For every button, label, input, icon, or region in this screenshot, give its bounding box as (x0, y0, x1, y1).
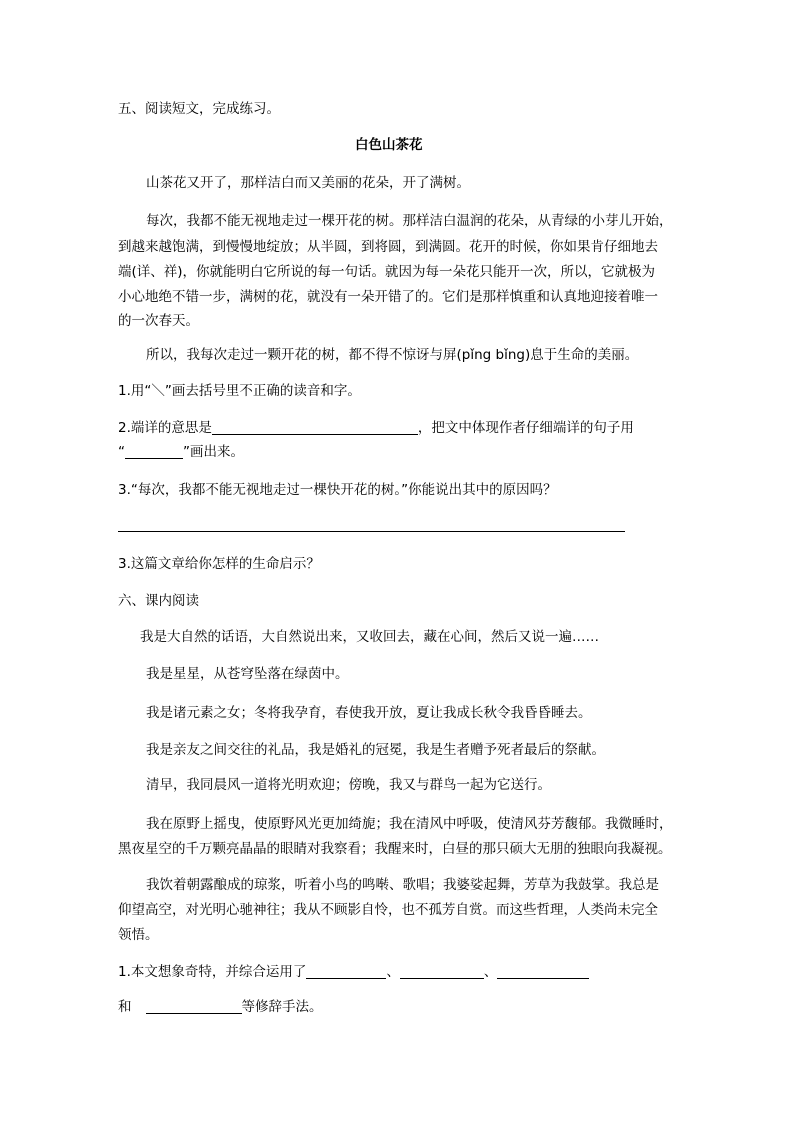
question-4: 3.这篇文章给你怎样的生命启示？ (118, 556, 320, 572)
answer-blank[interactable] (497, 964, 589, 979)
paragraph-line: 的一次春天。 (118, 313, 199, 329)
paragraph-line: 所以，我每次走过一颗开花的树，都不得不惊讶与屏(pǐng bǐng)息于生命的美丽。 (146, 347, 639, 363)
paragraph-line: 到越来越饱满，到慢慢地绽放；从半圆，到将圆，到满圆。花开的时候，你如果肯仔细地去 (118, 239, 658, 255)
answer-blank[interactable] (146, 999, 242, 1014)
paragraph-line: 我饮着朝露酿成的琼浆，听着小鸟的鸣啭、歌唱；我婆娑起舞，芳草为我鼓掌。我总是 (146, 877, 659, 893)
question-2 (118, 419, 634, 437)
section-5-heading: 五、阅读短文，完成练习。 (118, 101, 280, 117)
passage-title: 白色山茶花 (355, 137, 423, 153)
question-2-text-c: ”画出来。 (183, 444, 244, 460)
paragraph-line: 领悟。 (118, 927, 159, 943)
section-6-question-1 (118, 963, 589, 981)
separator: 、 (386, 964, 400, 980)
answer-blank[interactable] (306, 964, 386, 979)
answer-blank[interactable] (212, 420, 418, 435)
question-text-a: 1.本文想象奇特，并综合运用了 (118, 964, 307, 980)
answer-blank[interactable] (400, 964, 484, 979)
paragraph-line: 我是星星，从苍穹坠落在绿茵中。 (146, 666, 349, 682)
paragraph-line: 每次，我都不能无视地走过一棵开花的树。那样洁白温润的花朵，从青绿的小芽儿开始， (146, 213, 673, 229)
question-2-continued (118, 443, 244, 461)
paragraph-line: 黑夜星空的千万颗亮晶晶的眼睛对我察看；我醒来时，白昼的那只硕大无朋的独眼向我凝视。 (118, 841, 672, 857)
paragraph-line: 山茶花又开了，那样洁白而又美丽的花朵，开了满树。 (146, 175, 470, 191)
paragraph-line: 清早，我同晨风一道将光明欢迎；傍晚，我又与群鸟一起为它送行。 (146, 777, 551, 793)
paragraph-line: 端(详、祥)，你就能明白它所说的每一句话。就因为每一朵花只能开一次，所以，它就极为 (118, 264, 656, 280)
paragraph-line: 小心地绝不错一步，满树的花，就没有一朵开错了的。它们是那样慎重和认真地迎接着唯一 (118, 289, 658, 305)
paragraph-line: 我是亲友之间交往的礼品，我是婚礼的冠冕，我是生者赠予死者最后的祭献。 (146, 742, 605, 758)
paragraph-line: 仰望高空，对光明心驰神往；我从不顾影自怜，也不孤芳自赏。而这些哲理，人类尚未完全 (118, 902, 658, 918)
open-quote: “ (118, 444, 125, 460)
paragraph-line: 我在原野上摇曳，使原野风光更加绮旎；我在清风中呼吸，使清风芬芳馥郁。我微睡时， (146, 816, 673, 832)
separator: 、 (483, 964, 498, 980)
section-6-question-1-continued (118, 998, 323, 1016)
question-3: 3.“每次，我都不能无视地走过一棵快开花的树。”你能说出其中的原因吗？ (118, 482, 557, 498)
section-6-heading: 六、课内阅读 (118, 593, 199, 609)
question-text-b: 和 (118, 999, 132, 1015)
question-2-text-a: 2.端详的意思是 (118, 420, 212, 436)
paragraph-line: 我是大自然的话语，大自然说出来，又收回去，藏在心间，然后又说一遍…… (140, 629, 599, 645)
question-2-text-b: ，把文中体现作者仔细端详的句子用 (417, 420, 634, 436)
question-1: 1.用“＼”画去括号里不正确的读音和字。 (118, 383, 361, 399)
answer-line[interactable] (118, 531, 625, 532)
paragraph-line: 我是诸元素之女；冬将我孕育，春使我开放，夏让我成长秋令我昏昏睡去。 (146, 705, 592, 721)
answer-blank[interactable] (125, 444, 183, 459)
question-text-c: 等修辞手法。 (241, 999, 323, 1015)
